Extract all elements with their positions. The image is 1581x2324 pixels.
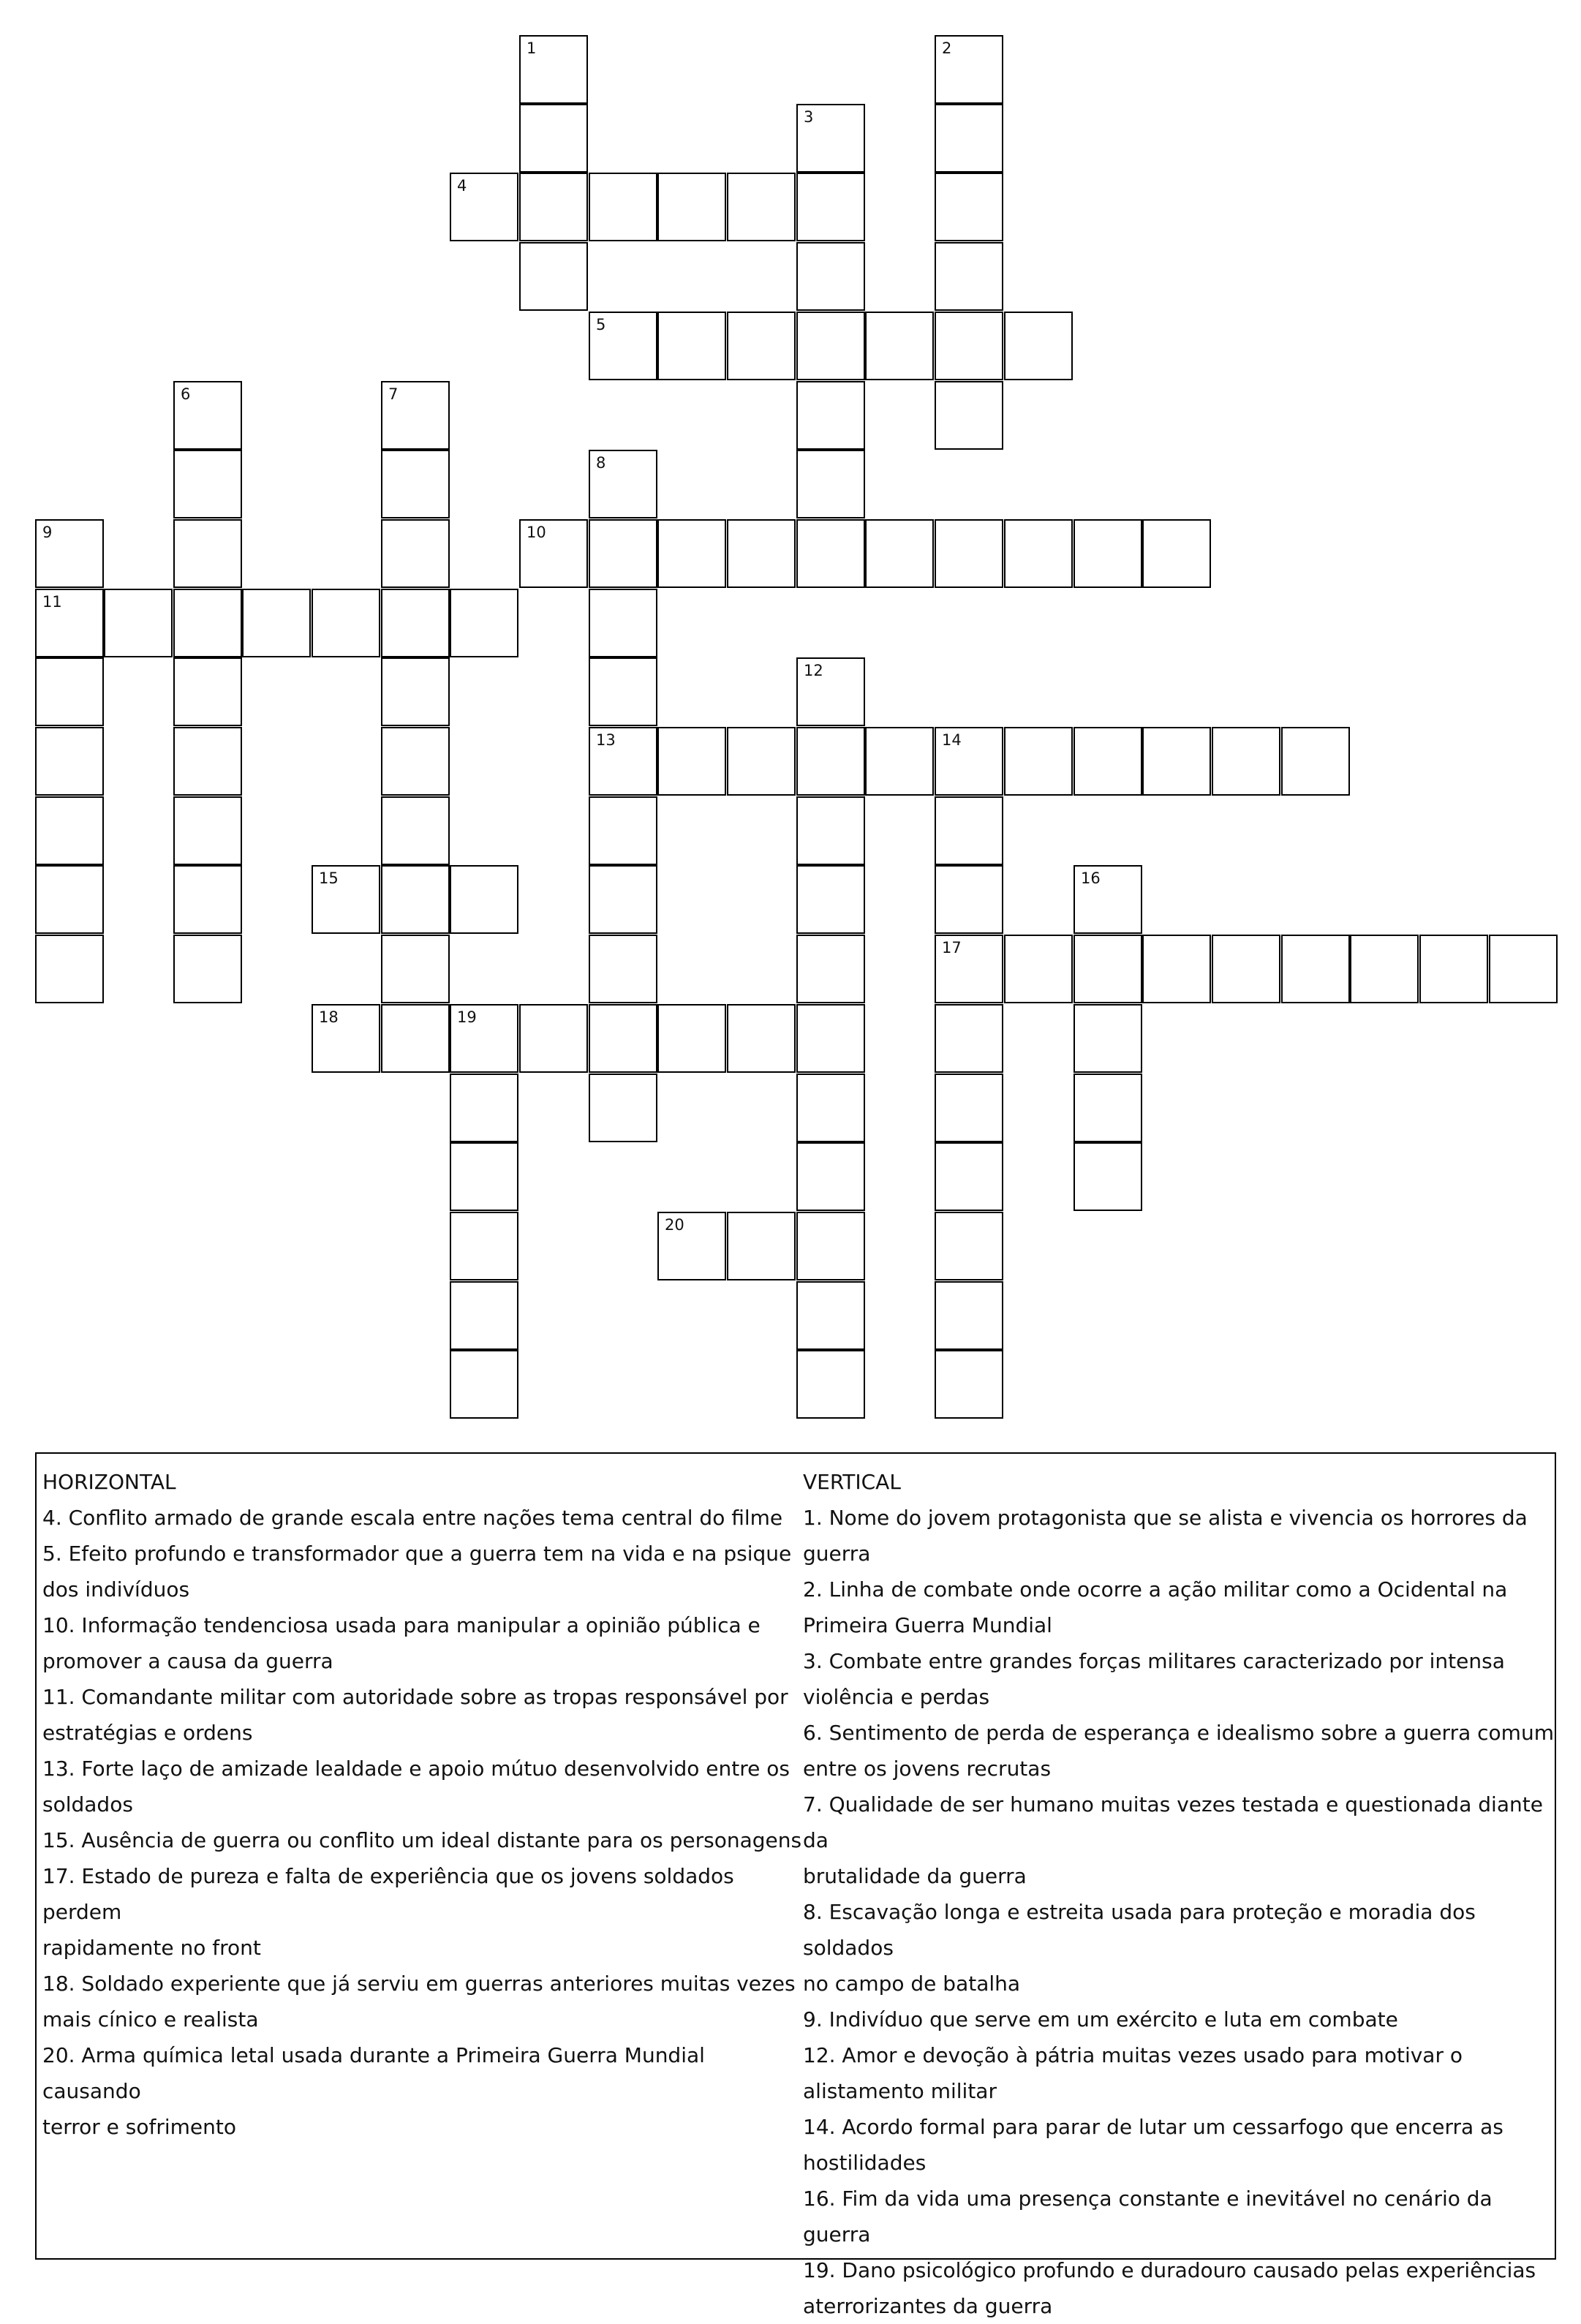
clue-number: 20 [665,1216,684,1234]
crossword-cell[interactable] [450,1004,518,1073]
crossword-cell[interactable] [173,865,242,934]
crossword-cell[interactable] [935,1142,1003,1211]
clue-number: 7 [388,385,399,403]
clue-line: 4. Conflito armado de grande escala entre nações tema central do filme [42,1506,783,1530]
clue-line: entre os jovens recrutas [803,1757,1052,1781]
crossword-cell[interactable] [796,1212,865,1280]
crossword-cell[interactable] [589,450,657,518]
horizontal-clues [42,1464,803,2145]
clue-line: 20. Arma química letal usada durante a Primeira Guerra Mundial causando [42,2043,705,2103]
crossword-cell[interactable] [1142,519,1211,588]
crossword-cell[interactable] [935,1281,1003,1350]
crossword-cell[interactable] [173,519,242,588]
vertical-clue-list [803,1500,1556,2324]
crossword-cell[interactable] [312,589,380,657]
crossword-cell[interactable] [935,1004,1003,1073]
crossword-cell[interactable] [1419,935,1488,1003]
crossword-cell[interactable] [450,1350,518,1419]
crossword-cell[interactable] [727,727,796,796]
crossword-cell[interactable] [865,727,934,796]
crossword-cell[interactable] [450,1074,518,1142]
crossword-cell[interactable] [381,519,450,588]
clue-number: 2 [942,39,952,57]
crossword-cell[interactable] [796,312,865,380]
crossword-cell[interactable] [935,935,1003,1003]
crossword-cell[interactable] [1074,865,1142,934]
clue-number: 10 [527,524,546,541]
clue-number: 17 [942,939,962,957]
crossword-cell[interactable] [1142,935,1211,1003]
crossword-cell[interactable] [519,1004,588,1073]
clue-number: 16 [1081,869,1101,887]
clue-line: 16. Fim da vida uma presença constante e inevitável no cenário da guerra [803,2187,1493,2246]
clue-number: 6 [181,385,191,403]
clue-number: 13 [596,731,616,749]
clue-line: terror e sofrimento [42,2115,237,2139]
clue-number: 11 [42,593,62,611]
clue-line: 17. Estado de pureza e falta de experiência que os jovens soldados perdem [42,1864,734,1924]
crossword-cell[interactable] [1142,727,1211,796]
crossword-cell[interactable] [381,796,450,865]
crossword-cell[interactable] [312,1004,380,1073]
clue-number: 9 [42,524,53,541]
clue-line: 2. Linha de combate onde ocorre a ação militar como a Ocidental na [803,1577,1508,1601]
crossword-cell[interactable] [35,589,104,657]
crossword-cell[interactable] [796,1350,865,1419]
crossword-cell[interactable] [450,865,518,934]
clue-line: soldados [42,1792,133,1816]
crossword-cell[interactable] [865,519,934,588]
crossword-cell[interactable] [1004,935,1073,1003]
crossword-cell[interactable] [519,104,588,173]
clue-number: 1 [527,39,537,57]
crossword-cell[interactable] [935,104,1003,173]
clue-number: 14 [942,731,962,749]
clue-line: no campo de batalha [803,1972,1021,1996]
crossword-cell[interactable] [796,173,865,241]
crossword-cell[interactable] [935,35,1003,104]
crossword-cell[interactable] [104,589,173,657]
crossword-cell[interactable] [381,657,450,726]
crossword-cell[interactable] [1004,312,1073,380]
crossword-cell[interactable] [727,1004,796,1073]
crossword-cell[interactable] [796,519,865,588]
horizontal-title: HORIZONTAL [42,1470,176,1494]
clue-line: estratégias e ordens [42,1721,253,1745]
clue-number: 8 [596,454,606,472]
crossword-cell[interactable] [796,1004,865,1073]
crossword-cell[interactable] [935,173,1003,241]
crossword-cell[interactable] [935,312,1003,380]
clue-line: promover a causa da guerra [42,1649,333,1673]
crossword-cell[interactable] [312,865,380,934]
clue-line: 6. Sentimento de perda de esperança e idealismo sobre a guerra comum [803,1721,1554,1745]
crossword-cell[interactable] [657,727,726,796]
clue-line: 11. Comandante militar com autoridade sobre as tropas responsável por [42,1685,788,1709]
crossword-cell[interactable] [1074,1074,1142,1142]
crossword-cell[interactable] [450,589,518,657]
crossword-cell[interactable] [450,1142,518,1211]
vertical-clues [803,1464,1556,2324]
crossword-cell[interactable] [865,312,934,380]
crossword-cell[interactable] [657,519,726,588]
crossword-cell[interactable] [727,312,796,380]
crossword-cell[interactable] [450,1281,518,1350]
crossword-cell[interactable] [381,589,450,657]
crossword-cell[interactable] [935,796,1003,865]
crossword-cell[interactable] [796,935,865,1003]
clue-line: brutalidade da guerra [803,1864,1027,1888]
crossword-cell[interactable] [173,796,242,865]
clue-line: 14. Acordo formal para parar de lutar um cessarfogo que encerra as [803,2115,1503,2139]
crossword-cell[interactable] [589,935,657,1003]
clue-line: 1. Nome do jovem protagonista que se alista e vivencia os horrores da [803,1506,1528,1530]
crossword-cell[interactable] [35,657,104,726]
crossword-cell[interactable] [173,450,242,518]
clue-number: 5 [596,316,606,333]
crossword-cell[interactable] [173,657,242,726]
crossword-cell[interactable] [1350,935,1419,1003]
crossword-cell[interactable] [35,796,104,865]
crossword-cell[interactable] [589,796,657,865]
crossword-cell[interactable] [796,1281,865,1350]
crossword-cell[interactable] [1281,935,1350,1003]
crossword-cell[interactable] [589,173,657,241]
crossword-cell[interactable] [519,35,588,104]
crossword-cell[interactable] [1074,1004,1142,1073]
crossword-cell[interactable] [589,589,657,657]
crossword-cell[interactable] [589,519,657,588]
clue-line: 7. Qualidade de ser humano muitas vezes testada e questionada diante da [803,1792,1543,1852]
clue-number: 12 [804,662,823,679]
crossword-cell[interactable] [657,312,726,380]
crossword-cell[interactable] [450,173,518,241]
clue-number: 4 [457,177,467,195]
crossword-cell[interactable] [727,1212,796,1280]
crossword-cell[interactable] [1074,1142,1142,1211]
crossword-cell[interactable] [935,519,1003,588]
crossword-cell[interactable] [657,1212,726,1280]
crossword-cell[interactable] [589,1004,657,1073]
crossword-cell[interactable] [1074,935,1142,1003]
crossword-cell[interactable] [796,865,865,934]
clue-number: 15 [319,869,339,887]
clue-line: aterrorizantes da guerra [803,2294,1053,2318]
crossword-cell[interactable] [1074,519,1142,588]
crossword-cell[interactable] [935,1074,1003,1142]
crossword-cell[interactable] [1004,519,1073,588]
clue-number: 19 [457,1008,477,1026]
crossword-cell[interactable] [35,935,104,1003]
crossword-cell[interactable] [519,242,588,311]
crossword-cell[interactable] [727,173,796,241]
clue-line: 18. Soldado experiente que já serviu em guerras anteriores muitas vezes [42,1972,796,1996]
clue-line: 13. Forte laço de amizade lealdade e apoio mútuo desenvolvido entre os [42,1757,790,1781]
crossword-cell[interactable] [242,589,311,657]
horizontal-clue-list [42,1500,803,2145]
clue-line: 15. Ausência de guerra ou conflito um ideal distante para os personagens [42,1828,802,1852]
clue-line: 12. Amor e devoção à pátria muitas vezes usado para motivar o [803,2043,1463,2067]
crossword-cell[interactable] [657,173,726,241]
clue-line: 9. Indivíduo que serve em um exército e luta em combate [803,2007,1398,2031]
crossword-cell[interactable] [589,1074,657,1142]
crossword-cell[interactable] [1489,935,1558,1003]
clue-line: dos indivíduos [42,1577,190,1601]
crossword-cell[interactable] [35,865,104,934]
crossword-cell[interactable] [589,312,657,380]
crossword-cell[interactable] [796,1074,865,1142]
crossword-cell[interactable] [381,381,450,450]
crossword-cell[interactable] [935,865,1003,934]
crossword-cell[interactable] [381,727,450,796]
crossword-cell[interactable] [1212,935,1280,1003]
clue-number: 18 [319,1008,339,1026]
crossword-cell[interactable] [381,1004,450,1073]
crossword-cell[interactable] [450,1212,518,1280]
crossword-cell[interactable] [796,1142,865,1211]
crossword-cell[interactable] [519,519,588,588]
vertical-title: VERTICAL [803,1470,901,1494]
crossword-cell[interactable] [381,865,450,934]
crossword-cell[interactable] [1004,727,1073,796]
crossword-cell[interactable] [657,1004,726,1073]
crossword-cell[interactable] [173,727,242,796]
crossword-cell[interactable] [935,1350,1003,1419]
clue-line: 10. Informação tendenciosa usada para manipular a opinião pública e [42,1613,761,1637]
crossword-cell[interactable] [796,450,865,518]
crossword-cell[interactable] [35,519,104,588]
crossword-cell[interactable] [935,1212,1003,1280]
crossword-cell[interactable] [589,865,657,934]
clues-box [35,1452,1556,2318]
crossword-cell[interactable] [173,589,242,657]
clue-line: rapidamente no front [42,1936,261,1960]
crossword-cell[interactable] [519,173,588,241]
crossword-cell[interactable] [381,450,450,518]
clue-line: mais cínico e realista [42,2007,259,2031]
crossword-cell[interactable] [796,727,865,796]
crossword-cell[interactable] [173,381,242,450]
crossword-cell[interactable] [796,104,865,173]
clue-line: alistamento militar [803,2079,997,2103]
crossword-cell[interactable] [796,657,865,726]
clue-number: 3 [804,108,814,126]
clue-line: 3. Combate entre grandes forças militares caracterizado por intensa [803,1649,1505,1673]
crossword-cell[interactable] [381,935,450,1003]
crossword-cell[interactable] [1212,727,1280,796]
crossword-cell[interactable] [589,727,657,796]
crossword-cell[interactable] [173,935,242,1003]
crossword-cell[interactable] [935,381,1003,450]
clue-line: 8. Escavação longa e estreita usada para proteção e moradia dos soldados [803,1900,1476,1960]
crossword-cell[interactable] [935,727,1003,796]
crossword-cell[interactable] [1074,727,1142,796]
crossword-cell[interactable] [1281,727,1350,796]
crossword-cell[interactable] [796,242,865,311]
clue-line: Primeira Guerra Mundial [803,1613,1052,1637]
clue-line: 19. Dano psicológico profundo e duradouro causado pelas experiências [803,2258,1536,2282]
clue-line: 5. Efeito profundo e transformador que a guerra tem na vida e na psique [42,1542,792,1566]
clue-line: hostilidades [803,2151,927,2175]
crossword-cell[interactable] [796,381,865,450]
crossword-cell[interactable] [35,727,104,796]
crossword-cell[interactable] [727,519,796,588]
crossword-cell[interactable] [935,242,1003,311]
clue-line: guerra [803,1542,871,1566]
crossword-cell[interactable] [796,796,865,865]
clue-line: violência e perdas [803,1685,990,1709]
crossword-cell[interactable] [589,657,657,726]
